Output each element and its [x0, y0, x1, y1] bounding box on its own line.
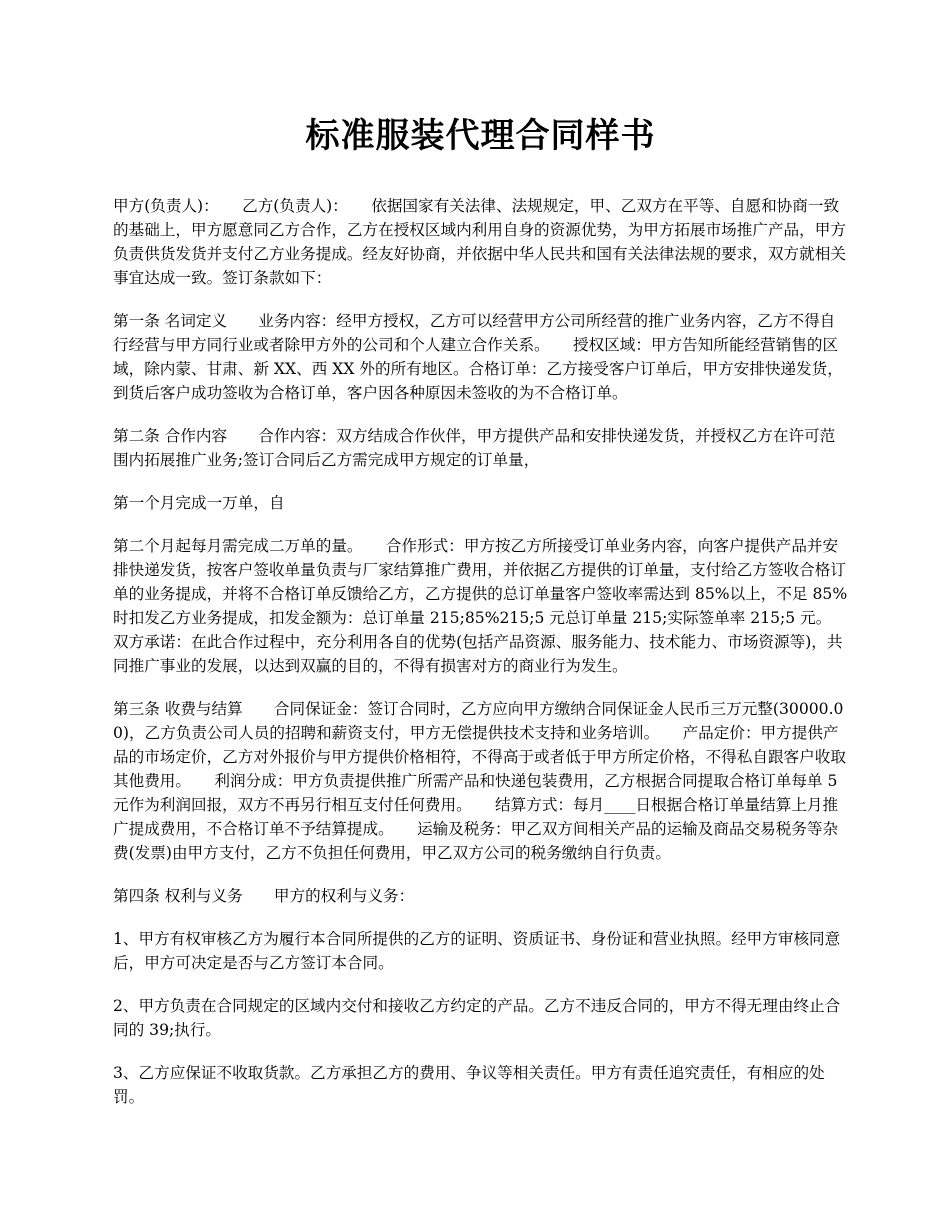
paragraph-article-1: 第一条 名词定义 业务内容：经甲方授权，乙方可以经营甲方公司所经营的推广业务内容，乙方不得自行经营与甲方同行业或者除甲方外的公司和个人建立合作关系。 授权区域：甲方告知所能经营销售的区域，除内蒙、甘肃、新 XX、西 XX 外的所有地区。合格订单：乙方接受客户订单后，甲方安排快递发货，到货后客户成功签收为合格订单，客户因各种原因未签收的为不合格订单。	[113, 312, 843, 402]
document-title: 标准服装代理合同样书	[305, 116, 656, 156]
paragraph-item-3: 3、乙方应保证不收取货款。乙方承担乙方的费用、争议等相关责任。甲方有责任追究责任，有相应的处罚。	[113, 1064, 825, 1106]
paragraph-article-4: 第四条 权利与义务 甲方的权利与义务：	[113, 887, 415, 905]
document-page	[113, 112, 855, 1128]
paragraph-second-month: 第二个月起每月需完成二万单的量。 合作形式：甲方按乙方所接受订单业务内容，向客户提供产品并安排快递发货，按客户签收单量负责与厂家结算推广费用，并依据乙方提供的订单量，支付给乙方签收合格订单的业务提成，并将不合格订单反馈给乙方，乙方提供的总订单量客户签收率需达到 85%以上，不足 85%时扣发乙方业务提成，扣发金额为：总订单量 215;85%215;5 元总订单量 215;实际签单率 215;5 元。 双方承诺：在此合作过程中，充分利用各自的优势(包括产品资源、服务能力、技术能力、市场资源等)，共同推广事业的发展，以达到双赢的目的，不得有损害对方的商业行为发生。	[113, 537, 855, 675]
paragraph-item-2: 2、甲方负责在合同规定的区域内交付和接收乙方约定的产品。乙方不违反合同的，甲方不得无理由终止合同的 39;执行。	[113, 997, 841, 1039]
paragraph-item-1: 1、甲方有权审核乙方为履行本合同所提供的乙方的证明、资质证书、身份证和营业执照。经甲方审核同意后，甲方可决定是否与乙方签订本合同。	[113, 930, 841, 972]
paragraph-first-month: 第一个月完成一万单，自	[113, 494, 285, 512]
paragraph-preamble: 甲方(负责人)： 乙方(负责人)： 依据国家有关法律、法规规定，甲、乙双方在平等、自愿和协商一致的基础上，甲方愿意同乙方合作，乙方在授权区域内利用自身的资源优势，为甲方拓展市场推广产品，甲方负责供货发货并支付乙方业务提成。经友好协商，并依据中华人民共和国有关法律法规的要求，双方就相关事宜达成一致。签订条款如下：	[113, 197, 846, 287]
paragraph-article-3: 第三条 收费与结算 合同保证金：签订合同时，乙方应向甲方缴纳合同保证金人民币三万元整(30000.00)，乙方负责公司人员的招聘和薪资支付，甲方无偿提供技术支持和业务培训。 产品定价：甲方提供产品的市场定价，乙方对外报价与甲方提供价格相符，不得高于或者低于甲方所定价格，不得私自跟客户收取其他费用。 利润分成：甲方负责提供推广所需产品和快递包装费用，乙方根据合同提取合格订单每单 5 元作为利润回报，双方不再另行相互支付任何费用。 结算方式：每月____日根据合格订单量结算上月推广提成费用，不合格订单不予结算提成。 运输及税务：甲乙双方间相关产品的运输及商品交易税务等杂费(发票)由甲方支付，乙方不负担任何费用，甲乙双方公司的税务缴纳自行负责。	[113, 700, 846, 862]
paragraph-article-2: 第二条 合作内容 合作内容：双方结成合作伙伴，甲方提供产品和安排快递发货，并授权乙方在许可范围内拓展推广业务;签订合同后乙方需完成甲方规定的订单量，	[113, 427, 836, 469]
